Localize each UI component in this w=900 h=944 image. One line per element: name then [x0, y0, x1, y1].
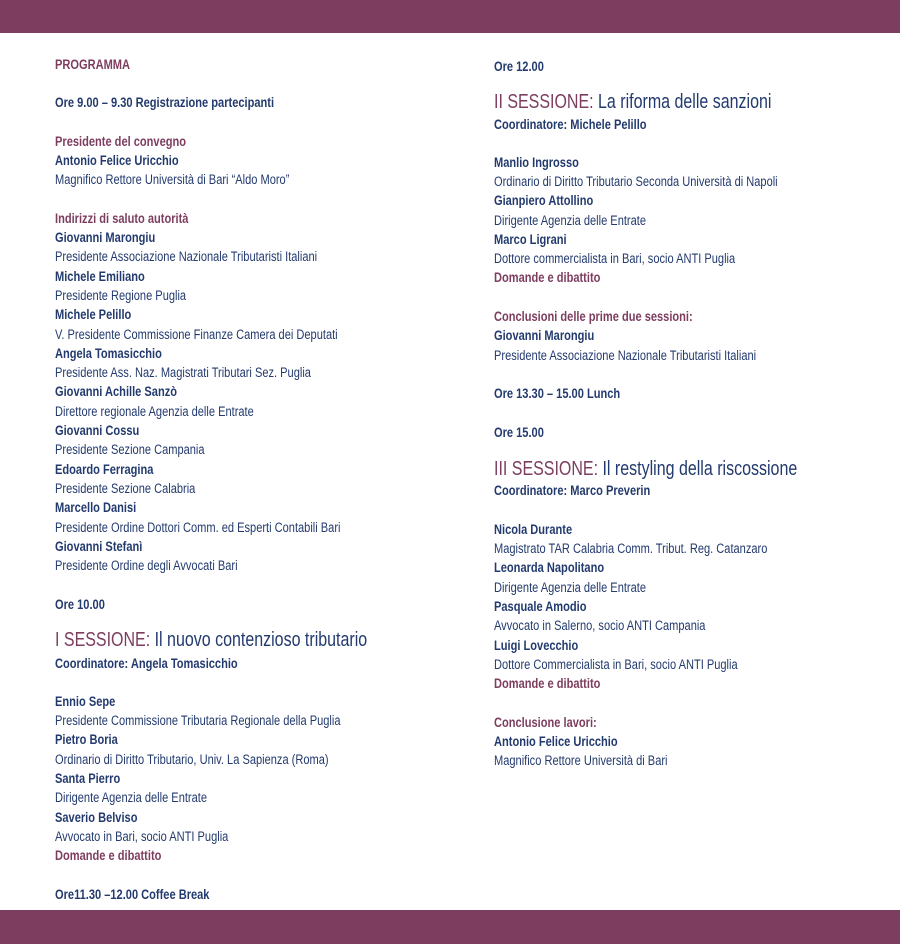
session2-time: Ore 12.00 [494, 59, 544, 74]
speaker-role: Ordinario di Diritto Tributario Seconda Università di Napoli [494, 174, 778, 189]
session1-debate: Domande e dibattito [55, 848, 162, 863]
speaker-name: Gianpiero Attollino [494, 193, 594, 208]
speaker-role: Dirigente Agenzia delle Entrate [494, 213, 647, 228]
greeting-role: Presidente Ordine degli Avvocati Bari [55, 558, 238, 573]
lunch-line: Ore 13.30 – 15.00 Lunch [494, 386, 621, 401]
session1-time: Ore 10.00 [55, 597, 105, 612]
greeting-name: Michele Emiliano [55, 269, 145, 284]
speaker-name: Leonarda Napolitano [494, 560, 605, 575]
greeting-role: Presidente Sezione Campania [55, 442, 205, 457]
speaker-name: Manlio Ingrosso [494, 155, 579, 170]
closing-heading: Conclusione lavori: [494, 715, 597, 730]
greeting-name: Giovanni Cossu [55, 423, 140, 438]
conclusions-heading: Conclusioni delle prime due sessioni: [494, 309, 693, 324]
session3-label: III SESSIONE: [494, 458, 599, 480]
greetings-heading: Indirizzi di saluto autorità [55, 211, 189, 226]
speaker-name: Ennio Sepe [55, 694, 116, 709]
speaker-name: Saverio Belviso [55, 810, 138, 825]
greeting-role: Presidente Ass. Naz. Magistrati Tributari Sez. Puglia [55, 365, 311, 380]
session2-coordinator: Coordinatore: Michele Pelillo [494, 117, 647, 132]
speaker-name: Santa Pierro [55, 771, 121, 786]
closing-name: Antonio Felice Uricchio [494, 734, 618, 749]
speaker-name: Pasquale Amodio [494, 599, 587, 614]
greeting-name: Giovanni Achille Sanzò [55, 384, 178, 399]
speaker-role: Avvocato in Salerno, socio ANTI Campania [494, 618, 706, 633]
speaker-name: Nicola Durante [494, 522, 573, 537]
conclusions-name: Giovanni Marongiu [494, 328, 595, 343]
session2-title-text: La riforma delle sanzioni [598, 91, 772, 113]
session3-coordinator: Coordinatore: Marco Preverin [494, 483, 651, 498]
speaker-name: Pietro Boria [55, 732, 118, 747]
greeting-role: Direttore regionale Agenzia delle Entrate [55, 404, 254, 419]
session1-coordinator: Coordinatore: Angela Tomasicchio [55, 656, 238, 671]
speaker-role: Magistrato TAR Calabria Comm. Tribut. Reg. Catanzaro [494, 541, 768, 556]
speaker-role: Dirigente Agenzia delle Entrate [55, 790, 208, 805]
speaker-name: Marco Ligrani [494, 232, 567, 247]
greeting-name: Angela Tomasicchio [55, 346, 162, 361]
speaker-role: Dirigente Agenzia delle Entrate [494, 580, 647, 595]
session3-title-text: Il restyling della riscossione [602, 458, 798, 480]
greeting-role: Presidente Regione Puglia [55, 288, 187, 303]
speaker-role: Dottore commercialista in Bari, socio ANTI Puglia [494, 251, 736, 266]
conclusions-role: Presidente Associazione Nazionale Tributaristi Italiani [494, 348, 757, 363]
session1-title-text: Il nuovo contenzioso tributario [154, 629, 368, 651]
registration-line: Ore 9.00 – 9.30 Registrazione partecipanti [55, 95, 275, 110]
president-name: Antonio Felice Uricchio [55, 153, 179, 168]
closing-role: Magnifico Rettore Università di Bari [494, 753, 668, 768]
greeting-role: V. Presidente Commissione Finanze Camera dei Deputati [55, 327, 338, 342]
session2-debate: Domande e dibattito [494, 270, 601, 285]
speaker-role: Dottore Commercialista in Bari, socio ANTI Puglia [494, 657, 738, 672]
session1-title [55, 628, 367, 652]
president-heading: Presidente del convegno [55, 134, 187, 149]
bottom-band [0, 910, 900, 944]
greeting-role: Presidente Ordine Dottori Comm. ed Esperti Contabili Bari [55, 520, 341, 535]
speaker-role: Ordinario di Diritto Tributario, Univ. La Sapienza (Roma) [55, 752, 329, 767]
greeting-name: Giovanni Stefanì [55, 539, 143, 554]
speaker-role: Avvocato in Bari, socio ANTI Puglia [55, 829, 229, 844]
programma-heading: PROGRAMMA [55, 57, 131, 72]
greeting-name: Michele Pelillo [55, 307, 132, 322]
top-band [0, 0, 900, 33]
session3-title [494, 457, 797, 481]
greeting-name: Giovanni Marongiu [55, 230, 156, 245]
coffee-break-line: Ore11.30 –12.00 Coffee Break [55, 887, 210, 902]
session2-title [494, 90, 771, 114]
speaker-role: Presidente Commissione Tributaria Regionale della Puglia [55, 713, 341, 728]
greeting-name: Marcello Danisi [55, 500, 137, 515]
greeting-role: Presidente Associazione Nazionale Tributaristi Italiani [55, 249, 318, 264]
speaker-name: Luigi Lovecchio [494, 638, 579, 653]
greeting-name: Edoardo Ferragina [55, 462, 154, 477]
session2-label: II SESSIONE: [494, 91, 594, 113]
session3-debate: Domande e dibattito [494, 676, 601, 691]
president-role: Magnifico Rettore Università di Bari “Aldo Moro” [55, 172, 290, 187]
session1-label: I SESSIONE: [55, 629, 151, 651]
session3-time: Ore 15.00 [494, 425, 544, 440]
greeting-role: Presidente Sezione Calabria [55, 481, 196, 496]
